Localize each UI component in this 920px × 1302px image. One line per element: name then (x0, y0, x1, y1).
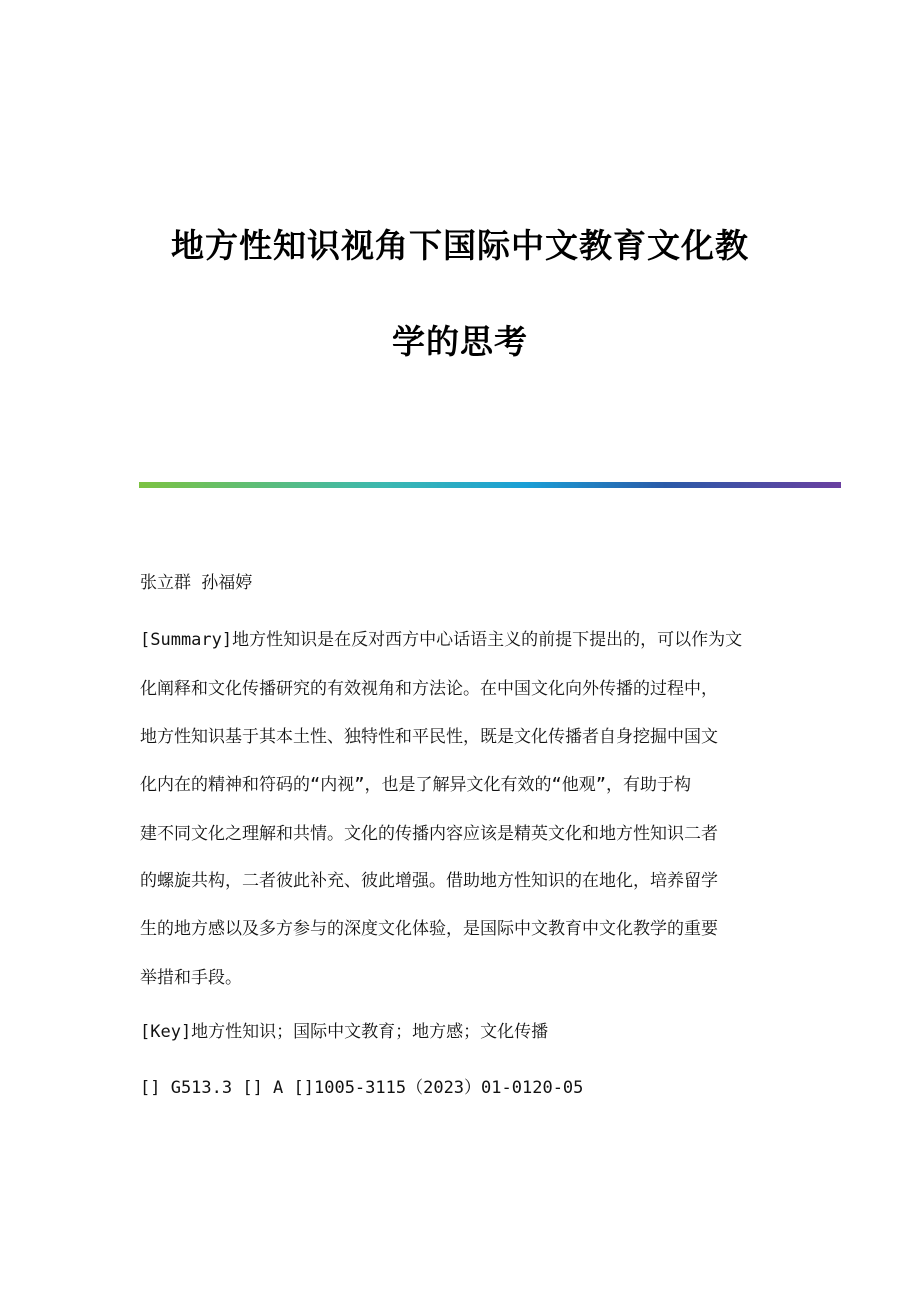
paper-title-line-1: 地方性知识视角下国际中文教育文化教 (171, 226, 749, 265)
summary-line: 化阐释和文化传播研究的有效视角和方法论。在中国文化向外传播的过程中， (140, 679, 718, 699)
summary-line: 举措和手段。 (140, 968, 242, 988)
summary-line: 的螺旋共构，二者彼此补充、彼此增强。借助地方性知识的在地化，培养留学 (140, 871, 718, 891)
gradient-divider (139, 482, 841, 488)
summary-line: 地方性知识基于其本土性、独特性和平民性，既是文化传播者自身挖掘中国文 (140, 727, 718, 747)
keywords: [Key]地方性知识；国际中文教育；地方感；文化传播 (140, 1022, 549, 1042)
summary-line: 化内在的精神和符码的“内视”，也是了解异文化有效的“他观”，有助于构 (140, 775, 691, 795)
summary-line: [Summary]地方性知识是在反对西方中心话语主义的前提下提出的，可以作为文 (140, 630, 743, 650)
classification-codes: [] G513.3 [] A []1005-3115（2023）01-0120-05 (140, 1078, 584, 1098)
paper-title-line-2: 学的思考 (392, 322, 528, 361)
authors: 张立群 孙福婷 (140, 573, 253, 593)
summary-line: 生的地方感以及多方参与的深度文化体验，是国际中文教育中文化教学的重要 (140, 919, 718, 939)
summary-line: 建不同文化之理解和共情。文化的传播内容应该是精英文化和地方性知识二者 (140, 824, 718, 844)
